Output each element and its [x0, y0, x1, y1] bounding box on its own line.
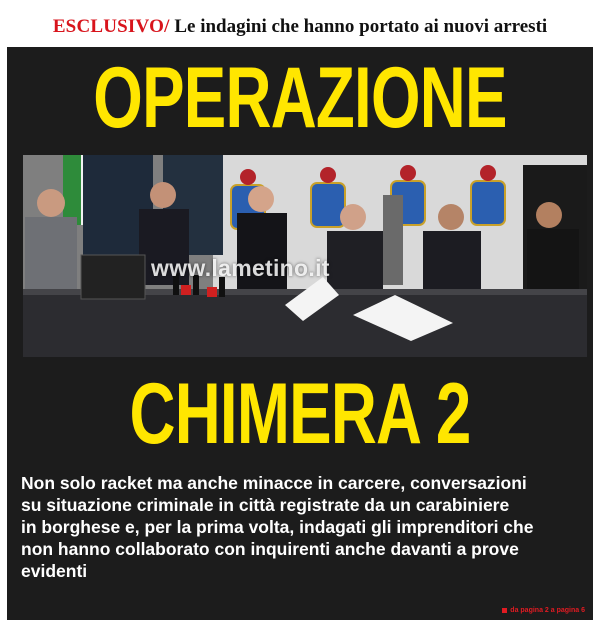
- kicker-text: Le indagini che hanno portato ai nuovi arresti: [174, 16, 548, 37]
- photo-watermark: www.lametino.it: [151, 255, 330, 281]
- headline-bottom: CHIMERA 2: [129, 366, 471, 462]
- page-reference-text: da pagina 2 a pagina 6: [510, 607, 585, 614]
- summary-text: [21, 472, 581, 582]
- bullet-square-icon: [502, 608, 507, 613]
- press-conference-photo: [23, 155, 587, 357]
- summary-line: in borghese e, per la prima volta, indagati gli imprenditori che: [21, 517, 534, 537]
- kicker-tag: ESCLUSIVO: [52, 16, 165, 37]
- summary-line: evidenti: [21, 561, 88, 581]
- kicker-separator: /: [164, 16, 170, 37]
- kicker-bar: [7, 7, 593, 47]
- summary-line: su situazione criminale in città registrate da un carabiniere: [21, 495, 510, 515]
- summary-line: non hanno collaborato con inquirenti anche davanti a prove: [21, 539, 519, 559]
- front-page: [7, 7, 593, 620]
- summary-line: Non solo racket ma anche minacce in carcere, conversazioni: [21, 473, 527, 493]
- headline-top: OPERAZIONE: [93, 50, 507, 146]
- page-reference: [502, 607, 585, 614]
